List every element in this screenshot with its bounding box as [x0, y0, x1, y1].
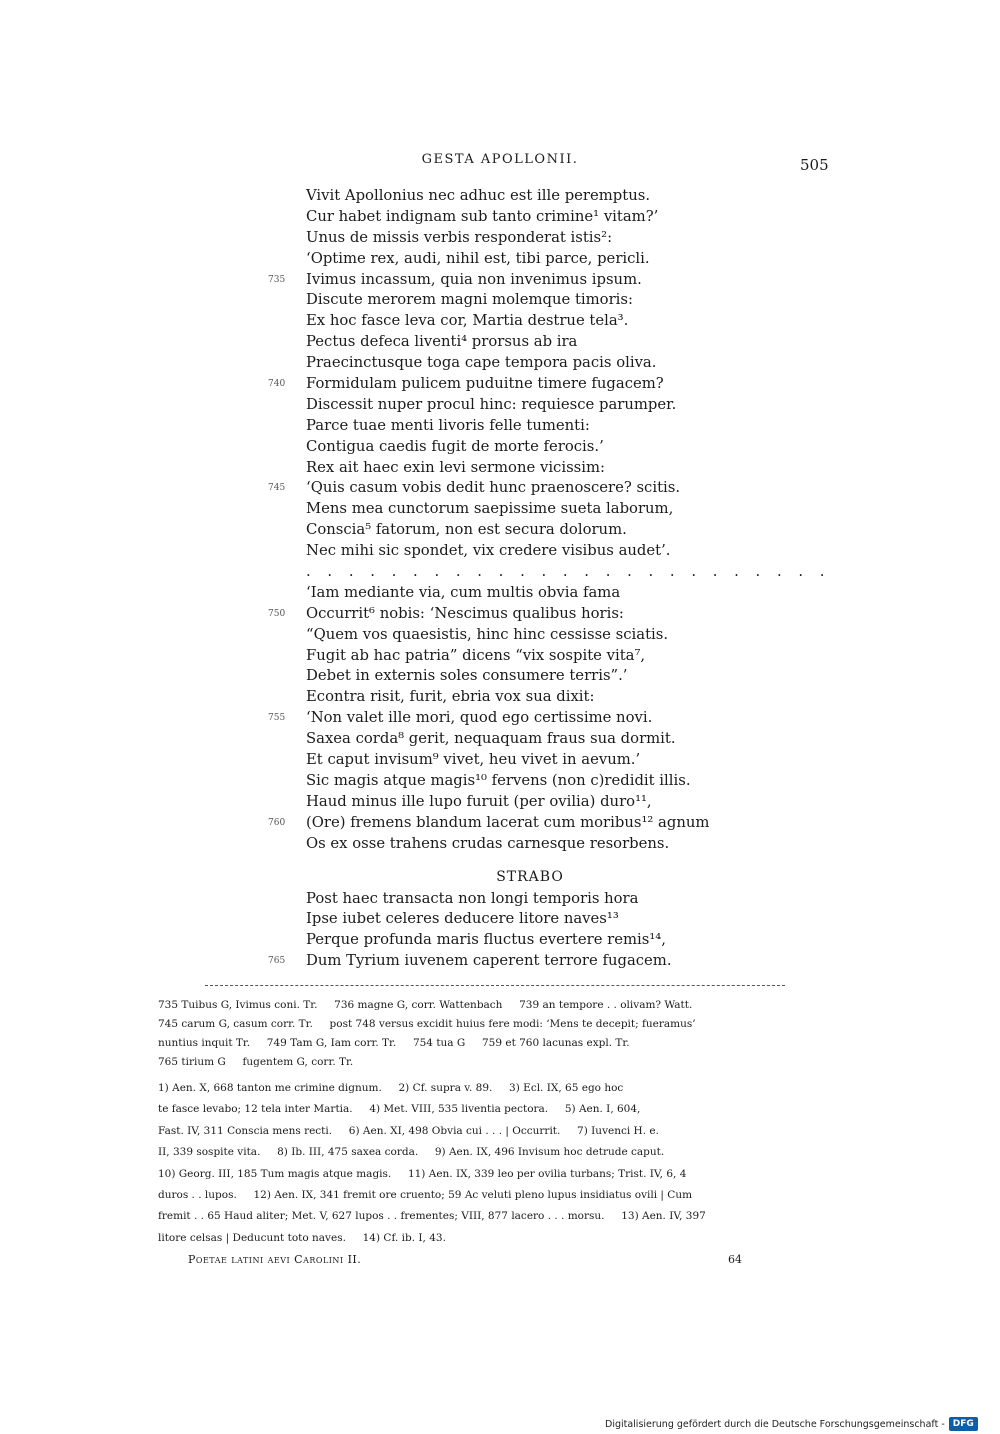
verse-number: 745: [268, 483, 286, 494]
verse-line: [240, 889, 800, 910]
verse-number: 765: [268, 956, 286, 967]
verse-text: Os ex osse trahens crudas carnesque resorbens.: [306, 834, 670, 852]
verse-line: [240, 750, 800, 771]
apparatus-line: nuntius inquit Tr. 749 Tam G, Iam corr. Tr. 754 tua G 759 et 760 lacunas expl. Tr.: [158, 1037, 630, 1049]
verse-number: 750: [268, 608, 286, 619]
verse-line: [240, 270, 800, 291]
verse-text: “Quem vos quaesistis, hinc hinc cessisse sciatis.: [306, 625, 669, 643]
verse-text: ‘Non valet ille mori, quod ego certissime novi.: [306, 709, 653, 727]
verse-text: Saxea corda⁸ gerit, nequaquam fraus sua dormit.: [306, 730, 676, 748]
verse-block-strabo: [240, 889, 800, 973]
verse-text: Sic magis atque magis¹⁰ fervens (non c)redidit illis.: [306, 771, 691, 789]
verse-text: Vivit Apollonius nec adhuc est ille peremptus.: [306, 187, 651, 204]
verse-line: [240, 813, 800, 834]
note-line: Fast. IV, 311 Conscia mens recti. 6) Aen. XI, 498 Obvia cui . . . | Occurrit. 7) Iuvenci H. e.: [158, 1124, 659, 1137]
note-line: II, 339 sospite vita. 8) Ib. III, 475 saxea corda. 9) Aen. IX, 496 Invisum hoc detrude caput.: [158, 1146, 665, 1159]
verse-line: [240, 646, 800, 667]
verse-line: [240, 416, 800, 437]
verse-line: [240, 353, 800, 374]
verse-text: Parce tuae menti livoris felle tumenti:: [306, 416, 590, 434]
verse-number: 740: [268, 379, 286, 390]
series-title: Poetae latini aevi Carolini II.: [188, 1253, 362, 1266]
verse-line: [240, 792, 800, 813]
verse-line: [240, 625, 800, 646]
poem-text: [240, 186, 831, 972]
apparatus-line: 765 tirium G fugentem G, corr. Tr.: [158, 1056, 354, 1068]
verse-line: [240, 729, 800, 750]
verse-line: [240, 311, 800, 332]
footnote-divider: [205, 985, 785, 986]
verse-text: Et caput invisum⁹ vivet, heu vivet in aevum.’: [306, 751, 641, 769]
verse-text: Formidulam pulicem puduitne timere fugacem?: [306, 375, 664, 393]
verse-line: [240, 930, 800, 951]
note-line: te fasce levabo; 12 tela inter Martia. 4) Met. VIII, 535 liventia pectora. 5) Aen. I, 604,: [158, 1103, 641, 1116]
verse-text: Ivimus incassum, quia non invenimus ipsum.: [306, 270, 642, 288]
verse-line: [240, 395, 800, 416]
verse-line: [240, 708, 800, 729]
section-title: STRABO: [496, 868, 564, 885]
verse-line: [240, 834, 800, 855]
verse-line: [240, 909, 800, 930]
verse-line: [240, 249, 800, 270]
verse-block-gesta: [240, 186, 831, 855]
verse-line: [240, 437, 800, 458]
verse-line: [240, 520, 800, 541]
verse-text: Pectus defeca liventi⁴ prorsus ab ira: [306, 333, 578, 351]
funding-text: Digitalisierung gefördert durch die Deutsche Forschungsgemeinschaft -: [605, 1418, 945, 1430]
verse-line: [240, 604, 800, 625]
note-line: 10) Georg. III, 185 Tum magis atque magis. 11) Aen. IX, 339 leo per ovilia turbans; Trist. IV, 6, 4: [158, 1167, 687, 1180]
dfg-logo-icon: DFG: [949, 1417, 978, 1431]
verse-line: [240, 332, 800, 353]
verse-text: Ipse iubet celeres deducere litore naves¹³: [306, 910, 619, 928]
note-line: duros . . lupos. 12) Aen. IX, 341 fremit ore cruento; 59 Ac veluti pleno lupus insidiatus ovili | Cum: [158, 1189, 693, 1202]
verse-text: . . . . . . . . . . . . . . . . . . . . . . . . .: [306, 563, 831, 581]
verse-text: Haud minus ille lupo furuit (per ovilia) duro¹¹,: [306, 792, 652, 810]
verse-line: [240, 666, 800, 687]
running-head: GESTA APOLLONII.: [421, 152, 579, 167]
verse-line: [240, 228, 800, 249]
verse-line: [240, 207, 800, 228]
verse-text: Post haec transacta non longi temporis hora: [306, 889, 639, 907]
verse-text: Nec mihi sic spondet, vix credere visibus audet’.: [306, 542, 671, 560]
verse-text: Contigua caedis fugit de morte ferocis.’: [306, 437, 604, 455]
verse-line: [240, 478, 800, 499]
verse-line: [240, 951, 800, 972]
verse-text: (Ore) fremens blandum lacerat cum moribus¹² agnum: [306, 813, 710, 831]
verse-line: [240, 186, 800, 207]
verse-text: Ex hoc fasce leva cor, Martia destrue tela³.: [306, 312, 629, 330]
note-line: fremit . . 65 Haud aliter; Met. V, 627 lupos . . frementes; VIII, 877 lacero . . . morsu. 13) Aen. IV, 397: [158, 1210, 706, 1223]
verse-text: Unus de missis verbis responderat istis²:: [306, 228, 613, 246]
verse-text: Discessit nuper procul hinc: requiesce parumper.: [306, 395, 677, 413]
critical-apparatus: [158, 996, 828, 1072]
signature-mark: 64: [728, 1253, 742, 1266]
verse-text: ‘Optime rex, audi, nihil est, tibi parce, pericli.: [306, 249, 650, 267]
verse-text: Mens mea cunctorum saepissime sueta laborum,: [306, 500, 674, 518]
page-number: 505: [800, 156, 829, 174]
note-line: litore celsas | Deducunt toto naves. 14) Cf. ib. I, 43.: [158, 1231, 446, 1244]
verse-line: [240, 687, 800, 708]
verse-text: Rex ait haec exin levi sermone vicissim:: [306, 458, 606, 476]
verse-text: ‘Iam mediante via, cum multis obvia fama: [306, 583, 621, 601]
verse-number: 760: [268, 817, 286, 828]
verse-line: [240, 290, 800, 311]
verse-text: Cur habet indignam sub tanto crimine¹ vitam?’: [306, 207, 659, 225]
verse-text: Discute merorem magni molemque timoris:: [306, 291, 633, 309]
verse-line: [240, 562, 831, 583]
source-notes: [158, 1078, 828, 1249]
funding-banner: [605, 1414, 978, 1434]
verse-number: 755: [268, 713, 286, 724]
note-line: 1) Aen. X, 668 tanton me crimine dignum. 2) Cf. supra v. 89. 3) Ecl. IX, 65 ego hoc: [158, 1082, 624, 1094]
apparatus-line: 745 carum G, casum corr. Tr. post 748 versus excidit huius fere modi: ‘Mens te decepit; fueramus’: [158, 1018, 696, 1030]
verse-line: [240, 771, 800, 792]
verse-text: Praecinctusque toga cape tempora pacis oliva.: [306, 354, 657, 372]
verse-text: Econtra risit, furit, ebria vox sua dixit:: [306, 688, 595, 706]
verse-line: [240, 583, 800, 604]
verse-text: Occurrit⁶ nobis: ‘Nescimus qualibus horis:: [306, 604, 624, 622]
verse-number: 735: [268, 274, 286, 285]
verse-text: Dum Tyrium iuvenem caperent terrore fugacem.: [306, 952, 672, 970]
verse-text: Conscia⁵ fatorum, non est secura dolorum.: [306, 521, 627, 539]
verse-text: Fugit ab hac patria” dicens “vix sospite vita⁷,: [306, 646, 646, 664]
verse-text: Debet in externis soles consumere terris”.’: [306, 667, 628, 685]
verse-text: ‘Quis casum vobis dedit hunc praenoscere? scitis.: [306, 479, 681, 497]
verse-line: [240, 458, 800, 479]
apparatus-line: 735 Tuibus G, Ivimus coni. Tr. 736 magne G, corr. Wattenbach 739 an tempore . . olivam? Watt.: [158, 999, 693, 1011]
verse-text: Perque profunda maris fluctus evertere remis¹⁴,: [306, 931, 666, 949]
verse-line: [240, 541, 800, 562]
verse-line: [240, 499, 800, 520]
verse-line: [240, 374, 800, 395]
